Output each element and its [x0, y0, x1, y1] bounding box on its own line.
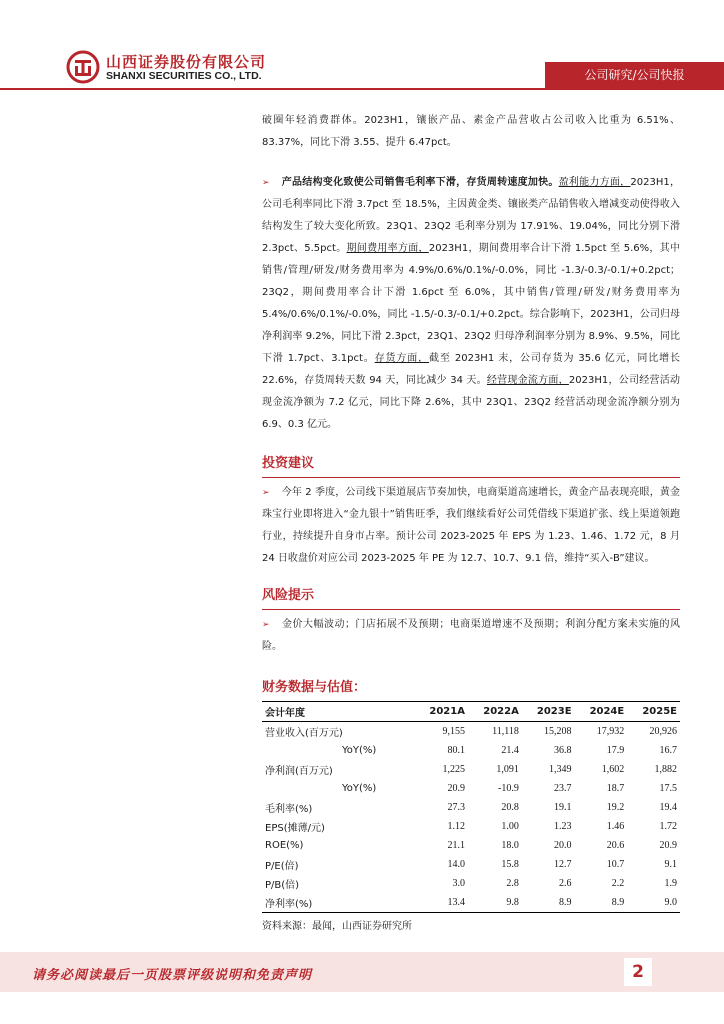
header-cell: 2022A: [468, 702, 522, 722]
table-row: [262, 817, 680, 836]
row-label: P/E(倍): [265, 861, 299, 872]
intro-paragraph: 破圈年轻消费群体。2023H1，镶嵌产品、素金产品营收占公司收入比重为 6.51%、83.37%，同比下滑 3.55、提升 6.47pct。: [262, 115, 680, 148]
table-cell: 36.8: [554, 745, 572, 756]
bullet-arrow-icon: ➢: [262, 620, 270, 630]
table-cell: 2.2: [611, 878, 625, 889]
disclaimer-text: 请务必阅读最后一页股票评级说明和免责声明: [32, 968, 313, 983]
row-label: 毛利率(%): [265, 804, 313, 815]
table-row: [262, 798, 680, 817]
row-label: 净利率(%): [262, 893, 414, 913]
table-cell: 15.8: [501, 859, 519, 870]
bullet-arrow-icon: ➢: [262, 488, 270, 498]
row-label: YoY(%): [342, 783, 377, 794]
table-cell: 20.6: [606, 840, 625, 851]
table-cell: 9,155: [442, 726, 465, 737]
table-row: [262, 874, 680, 893]
page-footer: [0, 952, 724, 992]
header-cell: 2024E: [575, 702, 628, 722]
page-number: 2: [624, 958, 652, 986]
table-cell: 80.1: [447, 745, 465, 756]
table-cell: 20.9: [447, 783, 465, 794]
invest-paragraph: [262, 482, 680, 570]
table-row: [262, 722, 680, 742]
table-cell: 2.8: [506, 878, 519, 889]
table-cell: 14.0: [447, 859, 465, 870]
table-cell: 18.7: [606, 783, 625, 794]
profit-text-expense: 2023H1，期间费用率合计下滑 1.5pct 至 5.6%，其中销售/管理/研发/财务费用率为 4.9%/0.6%/0.1%/-0.0%，同比 -1.3/-0.3/-0.1/+0.2pct；23Q2，期间费用率合计下滑 1.6pct 至 6.0%，其中销售/管理/研发/财务费用率为 5.4%/0.6%/0.1%/-0.0%，同比 -1.5/-0.3/-0.1/+0.2pct。综合影响下，2023H1，公司归母净利润率 9.2%，同比下滑 2.3pct，23Q1、23Q2 归母净利润率分别为 8.9%、9.5%，同比下滑 1.7pct、3.1pct。: [262, 243, 681, 364]
financials-title: 财务数据与估值：: [262, 680, 367, 695]
table-cell: 15,208: [544, 726, 572, 737]
main-content: [262, 110, 680, 932]
table-cell: 3.0: [452, 878, 465, 889]
header-cell: 2021A: [414, 702, 468, 722]
profit-paragraph: [262, 172, 680, 436]
table-cell: 21.4: [501, 745, 519, 756]
financials-header-row: [262, 702, 680, 722]
profit-text-margin: 2023H1，公司毛利率同比下滑 3.7pct 至 18.5%，主因黄金类、镶嵌类产品销售收入增减变动使得收入结构发生了较大变化所致。23Q1、23Q2 毛利率分别为 17.91%、19.04%，同比分别下滑 2.3pct、5.5pct。: [262, 177, 681, 254]
table-cell: 16.7: [659, 745, 677, 756]
table-cell: 1,882: [654, 764, 677, 775]
table-cell: 19.2: [606, 802, 625, 813]
table-cell: 19.4: [659, 802, 677, 813]
row-label: EPS(摊薄/元): [265, 823, 325, 834]
table-cell: 13.4: [414, 893, 468, 913]
table-cell: 20.8: [501, 802, 519, 813]
header-cell: 2025E: [627, 702, 680, 722]
table-cell: 20.0: [554, 840, 572, 851]
company-name-cn: 山西证券股份有限公司: [106, 53, 267, 71]
row-label: ROE(%): [265, 840, 304, 851]
page-header: [0, 0, 724, 100]
header-cell: 2023E: [522, 702, 575, 722]
profit-lead: 产品结构变化致使公司销售毛利率下滑，存货周转速度加快。: [281, 177, 559, 188]
table-cell: 23.7: [554, 783, 572, 794]
profit-text-inventory: 截至 2023H1 末，公司存货为 35.6 亿元，同比增长 22.6%，存货周转天数 94 天，同比减少 34 天。: [262, 353, 681, 386]
table-cell: 9.1: [664, 859, 677, 870]
financials-table: [262, 701, 680, 913]
header-divider: [0, 88, 724, 90]
table-cell: 2.6: [559, 878, 572, 889]
table-row: [262, 779, 680, 798]
table-cell: 12.7: [554, 859, 572, 870]
report-category-tab: 公司研究/公司快报: [545, 62, 724, 88]
profit-label-expense: 期间费用率方面，: [346, 243, 429, 254]
table-cell: 1.12: [447, 821, 465, 832]
invest-section-rule: [262, 477, 680, 478]
table-cell: 20,926: [649, 726, 677, 737]
table-row: [262, 760, 680, 779]
row-label: P/B(倍): [265, 880, 300, 891]
table-cell: 1,091: [496, 764, 519, 775]
table-cell: -10.9: [497, 783, 519, 794]
table-cell: 10.7: [606, 859, 625, 870]
table-row: [262, 741, 680, 760]
row-label: 营业收入(百万元): [265, 728, 343, 739]
table-cell: 20.9: [659, 840, 677, 851]
risk-section-title: 风险提示: [262, 588, 315, 603]
risk-text: 金价大幅波动；门店拓展不及预期；电商渠道增速不及预期；利润分配方案未实施的风险。: [262, 619, 680, 652]
table-cell: 1.9: [664, 878, 677, 889]
company-name-en: SHANXI SECURITIES CO., LTD.: [106, 70, 262, 82]
invest-section-title: 投资建议: [262, 456, 315, 471]
table-cell: 9.0: [627, 893, 680, 913]
table-row: [262, 893, 680, 913]
table-cell: 27.3: [447, 802, 465, 813]
table-cell: 1,349: [549, 764, 572, 775]
invest-text: 今年 2 季度，公司线下渠道展店节奏加快，电商渠道高速增长，黄金产品表现亮眼，黄金珠宝行业即将进入“金九银十”销售旺季，我们继续看好公司凭借线下渠道扩张、线上渠道领跑行业，持续提升自身市占率。预计公司 2023-2025 年 EPS 为 1.23、1.46、1.72 元，8 月 24 日收盘价对应公司 2023-2025 年 PE 为 12.7、10.7、9.1 倍，维持“买入-B”建议。: [262, 487, 680, 564]
table-cell: 18.0: [501, 840, 519, 851]
header-cell: 会计年度: [262, 702, 414, 722]
table-cell: 8.9: [575, 893, 628, 913]
table-cell: 21.1: [447, 840, 465, 851]
table-cell: 1.23: [554, 821, 572, 832]
profit-label-margin: 盈利能力方面，: [558, 177, 631, 188]
risk-section-rule: [262, 609, 680, 610]
table-cell: 17,932: [596, 726, 625, 737]
table-cell: 1,225: [442, 764, 465, 775]
table-row: [262, 855, 680, 874]
table-row: [262, 836, 680, 855]
profit-text-cashflow: 2023H1，公司经营活动现金流净额为 7.2 亿元，同比下降 2.6%，其中 23Q1、23Q2 经营活动现金流净额分别为 6.9、0.3 亿元。: [262, 375, 680, 430]
table-cell: 1.46: [606, 821, 625, 832]
table-cell: 9.8: [468, 893, 522, 913]
table-cell: 17.9: [606, 745, 625, 756]
bullet-arrow-icon: ➢: [262, 178, 270, 188]
shanxi-securities-logo: [66, 50, 100, 84]
table-cell: 11,118: [492, 726, 519, 737]
profit-label-cashflow: 经营现金流方面，: [486, 375, 569, 386]
table-cell: 1,602: [601, 764, 625, 775]
profit-label-inventory: 存货方面，: [374, 353, 430, 364]
row-label: YoY(%): [342, 745, 377, 756]
data-source-note: 资料来源：最闻，山西证券研究所: [262, 921, 412, 932]
row-label: 净利润(百万元): [265, 766, 333, 777]
table-cell: 17.5: [659, 783, 677, 794]
table-cell: 19.1: [554, 802, 572, 813]
table-cell: 1.72: [659, 821, 677, 832]
risk-paragraph: [262, 614, 680, 658]
table-cell: 8.9: [522, 893, 575, 913]
table-cell: 1.00: [501, 821, 519, 832]
